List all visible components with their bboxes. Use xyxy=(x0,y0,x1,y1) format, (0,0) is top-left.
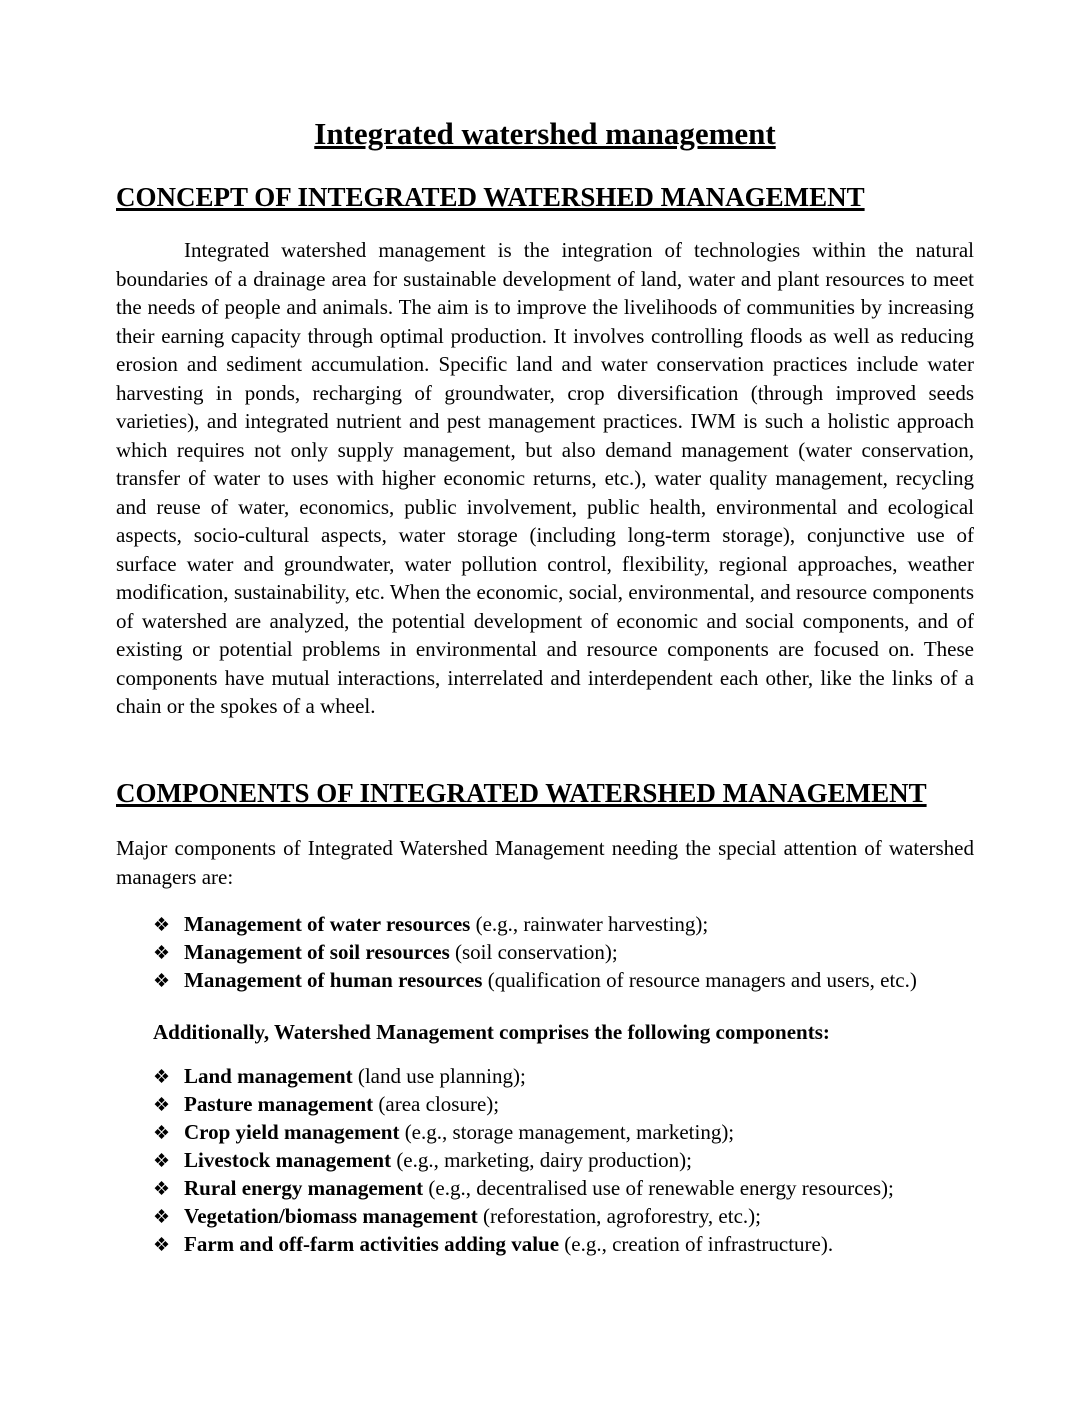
list-item xyxy=(116,938,974,966)
concept-paragraph: Integrated watershed management is the integration of technologies within the natural boundaries of a drainage area for sustainable development of land, water and plant resources to meet the needs of people and animals. The aim is to improve the livelihoods of communities by increasing their earning capacity through optimal production. It involves controlling floods as well as reducing erosion and sediment accumulation. Specific land and water conservation practices include water harvesting in ponds, recharging of groundwater, crop diversification (through improved seeds varieties), and integrated nutrient and pest management practices. IWM is such a holistic approach which requires not only supply management, but also demand management (water conservation, transfer of water to uses with higher economic returns, etc.), water quality management, recycling and reuse of water, economics, public involvement, public health, environmental and ecological aspects, socio-cultural aspects, water storage (including long-term storage), conjunctive use of surface water and groundwater, water pollution control, flexibility, regional approaches, weather modification, sustainability, etc. When the economic, social, environmental, and resource components of watershed are analyzed, the potential development of economic and social components, and of existing or potential problems in environmental and resource components are focused on. These components have mutual interactions, interrelated and interdependent each other, like the links of a chain or the spokes of a wheel. xyxy=(116,238,974,718)
diamond-bullet-icon: ❖ xyxy=(153,1178,171,1200)
list-item xyxy=(116,1062,974,1090)
list-item xyxy=(116,1146,974,1174)
section-heading-components: COMPONENTS OF INTEGRATED WATERSHED MANAGEMENT xyxy=(116,777,927,808)
list-item-lead: Pasture management xyxy=(184,1091,374,1116)
list-item-lead: Livestock management xyxy=(184,1147,392,1172)
list-item-detail: (qualification of resource managers and users, etc.) xyxy=(482,967,917,992)
list-item xyxy=(116,910,974,938)
list-item-lead: Management of human resources xyxy=(184,967,483,992)
diamond-bullet-icon: ❖ xyxy=(153,942,171,964)
list-item-lead: Vegetation/biomass management xyxy=(184,1203,478,1228)
additional-components-label: Additionally, Watershed Management comprises the following components: xyxy=(153,1019,830,1044)
list-item-lead: Crop yield management xyxy=(184,1119,400,1144)
list-item-detail: (e.g., storage management, marketing); xyxy=(399,1119,735,1144)
list-item xyxy=(116,1202,974,1230)
components-intro: Major components of Integrated Watershed Management needing the special attention of watershed managers are: xyxy=(116,835,974,889)
diamond-bullet-icon: ❖ xyxy=(153,1206,171,1228)
list-item xyxy=(116,1174,974,1202)
primary-components-list xyxy=(116,910,974,994)
list-item xyxy=(116,1090,974,1118)
list-item-detail: (area closure); xyxy=(373,1091,500,1116)
diamond-bullet-icon: ❖ xyxy=(153,970,171,992)
section-heading-concept: CONCEPT OF INTEGRATED WATERSHED MANAGEMENT xyxy=(116,182,865,212)
list-item-lead: Rural energy management xyxy=(184,1175,424,1200)
diamond-bullet-icon: ❖ xyxy=(153,1122,171,1144)
list-item xyxy=(116,966,974,994)
list-item-lead: Management of water resources xyxy=(184,911,471,936)
diamond-bullet-icon: ❖ xyxy=(153,914,171,936)
document-title: Integrated watershed management xyxy=(314,116,776,151)
list-item-detail: (reforestation, agroforestry, etc.); xyxy=(477,1203,761,1228)
list-item-detail: (e.g., creation of infrastructure). xyxy=(559,1231,834,1256)
list-item-detail: (e.g., rainwater harvesting); xyxy=(470,911,709,936)
list-item xyxy=(116,1230,974,1258)
list-item-lead: Farm and off-farm activities adding value xyxy=(184,1231,560,1256)
list-item-lead: Management of soil resources xyxy=(184,939,450,964)
diamond-bullet-icon: ❖ xyxy=(153,1066,171,1088)
list-item-lead: Land management xyxy=(184,1063,353,1088)
list-item xyxy=(116,1118,974,1146)
additional-components-list xyxy=(116,1062,974,1258)
list-item-detail: (soil conservation); xyxy=(449,939,618,964)
diamond-bullet-icon: ❖ xyxy=(153,1094,171,1116)
list-item-detail: (e.g., marketing, dairy production); xyxy=(391,1147,692,1172)
list-item-detail: (e.g., decentralised use of renewable energy resources); xyxy=(423,1175,894,1200)
diamond-bullet-icon: ❖ xyxy=(153,1234,171,1256)
diamond-bullet-icon: ❖ xyxy=(153,1150,171,1172)
list-item-detail: (land use planning); xyxy=(352,1063,526,1088)
